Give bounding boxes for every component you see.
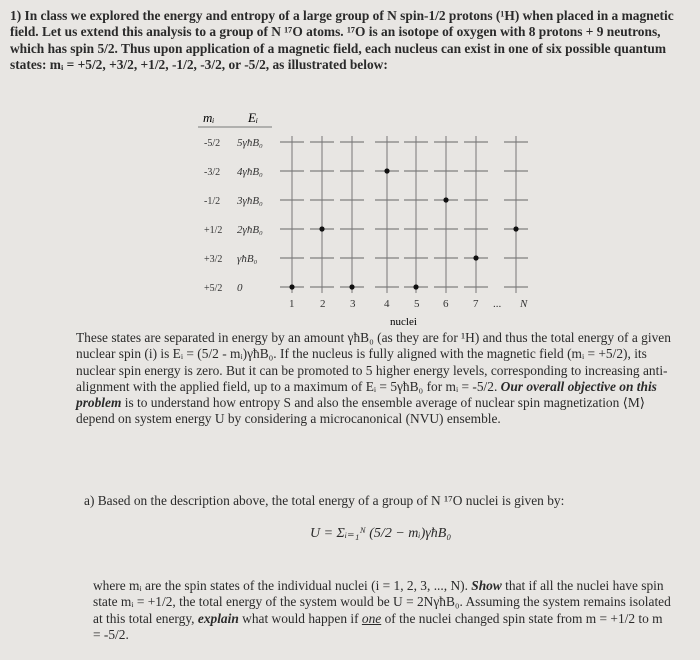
nucleus-labels — [289, 298, 528, 310]
m-column-header: mᵢ — [203, 110, 215, 125]
nucleus-label: 6 — [443, 298, 449, 310]
nucleus-label: ... — [493, 298, 502, 310]
energy-label: 4γħB₀ — [237, 166, 263, 178]
total-energy-formula: U = Σᵢ₌₁ᴺ (5/2 − mᵢ)γħB₀ — [310, 526, 452, 541]
nucleus-label: 2 — [320, 298, 326, 310]
occupation-dot — [443, 197, 448, 202]
occupation-dot — [413, 284, 418, 289]
explain-emphasis: explain — [197, 610, 239, 626]
m-value-label: -5/2 — [204, 138, 221, 149]
part-a-text-1: where mᵢ are the spin states of the individual nuclei (i = 1, 2, 3, ..., N). — [93, 578, 472, 593]
m-value-label: -1/2 — [204, 196, 221, 207]
occupation-dot — [349, 284, 354, 289]
description-paragraph — [76, 330, 671, 428]
m-value-label: +1/2 — [204, 225, 223, 236]
occupation-dot — [473, 255, 478, 260]
energy-levels — [280, 142, 528, 287]
nucleus-label: 3 — [350, 298, 356, 310]
occupation-dot — [319, 226, 324, 231]
energy-label: γħB₀ — [237, 253, 258, 265]
m-value-label: +3/2 — [204, 254, 223, 265]
part-a-body — [93, 578, 673, 643]
nucleus-label: N — [520, 298, 528, 310]
m-value-label: +5/2 — [204, 283, 223, 294]
part-a-text-2: that if all the nuclei have spin state mᵢ = +1/2, the total energy of the system would be U = 2NγħB₀. Assuming the system remains isolated at this total energy, — [93, 578, 671, 626]
nucleus-label: 1 — [289, 298, 295, 310]
m-value-label: -3/2 — [204, 167, 221, 178]
nucleus-columns — [292, 136, 516, 293]
part-a-heading: a) Based on the description above, the total energy of a group of N ¹⁷O nuclei is given by: — [84, 493, 565, 508]
description-text-2: is to understand how entropy S and also the ensemble average of nuclear spin magnetization ⟨M⟩ depend on system energy U by considering a microcanonical (NVU) ensemble. — [76, 395, 646, 427]
energy-label: 3γħB₀ — [237, 195, 263, 207]
occupation-dot — [513, 226, 518, 231]
show-emphasis: Show — [471, 578, 502, 593]
part-a-text-3: what would happen if — [238, 610, 362, 626]
part-a-text-4: of the nuclei changed spin state from m = +1/2 to m = -5/2. — [93, 610, 663, 642]
problem-number: 1) — [10, 8, 22, 23]
occupation-dot — [289, 284, 294, 289]
occupation-dot — [384, 168, 389, 173]
x-axis-label: nuclei — [390, 316, 417, 328]
description-text-1: These states are separated in energy by an amount γħB₀ (as they are for ¹H) and thus the total energy of a given nuclear spin (i) is Eᵢ = (5/2 - mᵢ)γħB₀. If the nucleus is fully aligned with the magnetic field (mᵢ = +5/2), its nuclear spin energy is zero. But it can be promoted to 5 higher energy levels, corresponding to increasing anti-alignment with the applied field, up to a maximum of Eᵢ = 5γħB₀ for mᵢ = -5/2. — [76, 330, 671, 394]
energy-label: 0 — [237, 282, 243, 294]
objective-emphasis: Our overall objective on this problem — [76, 378, 657, 411]
nucleus-label: 7 — [473, 298, 479, 310]
nucleus-label: 4 — [384, 298, 390, 310]
e-column-header: Eᵢ — [248, 110, 258, 125]
energy-labels — [236, 137, 263, 294]
one-emphasis: one — [361, 610, 382, 626]
m-value-labels — [204, 138, 222, 294]
energy-label: 2γħB₀ — [237, 224, 263, 236]
nucleus-label: 5 — [414, 298, 420, 310]
problem-intro-text: In class we explored the energy and entropy of a large group of N spin-1/2 protons (¹H) when placed in a magnetic field. Let us extend this analysis to a group of N ¹⁷O atoms. ¹⁷O is an isotope of oxygen with 8 protons + 9 neutrons, which has spin 5/2. Thus upon application of a magnetic field, each nucleus can exist in one of six possible quantum states: mᵢ = +5/2, +3/2, +1/2, -1/2, -3/2, or -5/2, as illustrated below: — [10, 8, 674, 72]
energy-label: 5γħB₀ — [237, 137, 263, 149]
